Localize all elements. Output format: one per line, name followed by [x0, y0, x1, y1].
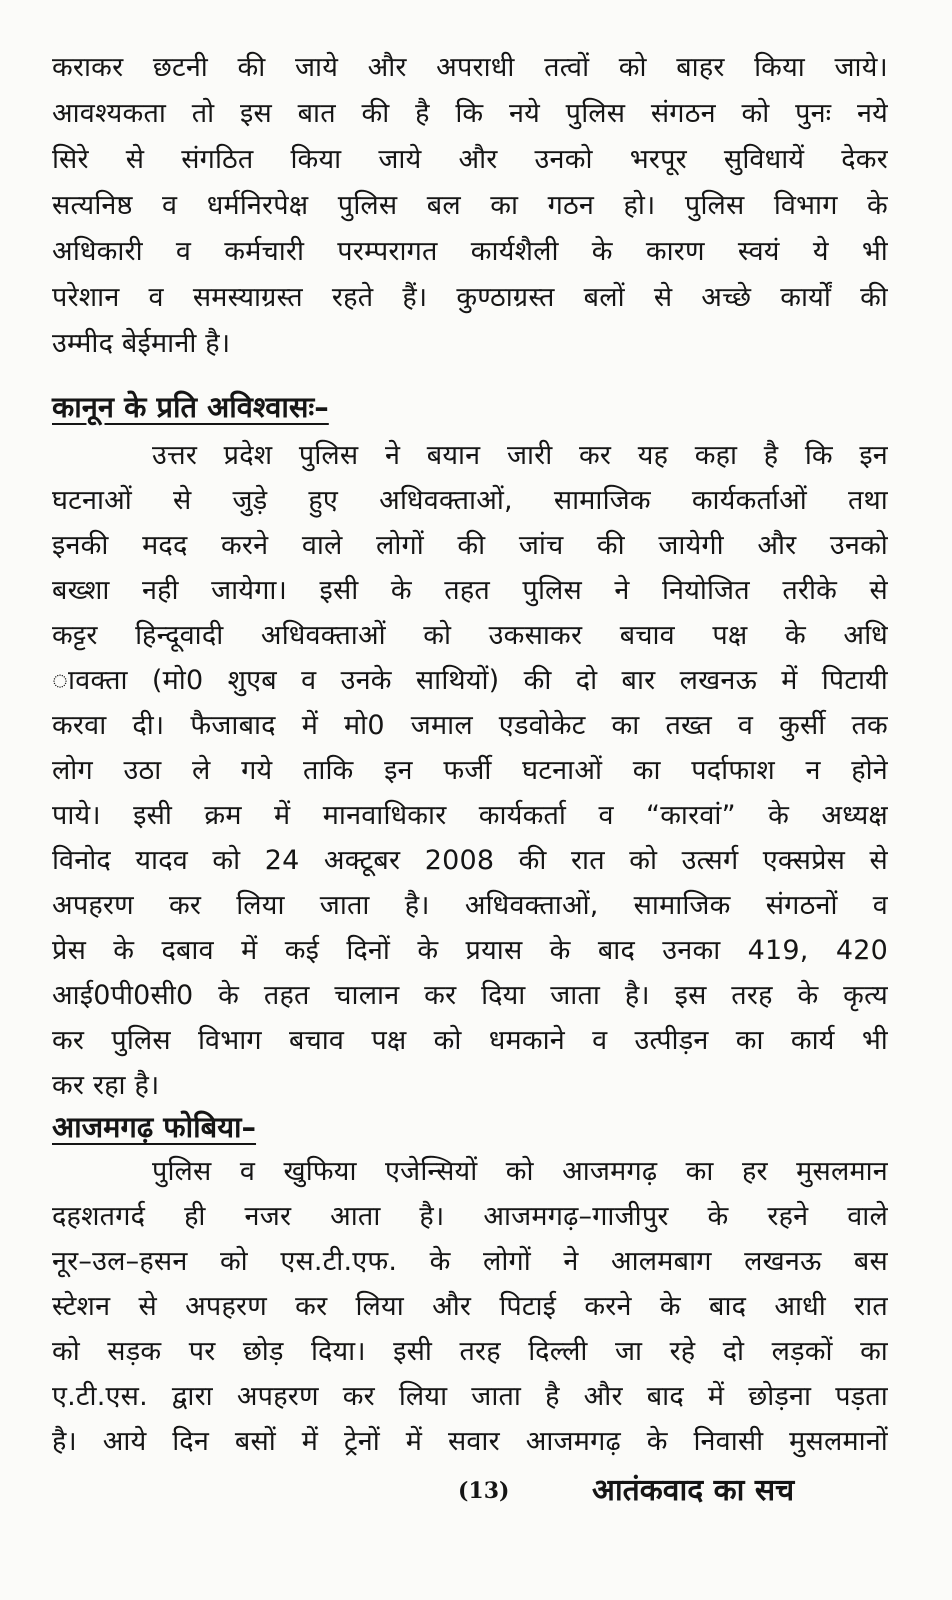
paragraph-line: स्टेशन से अपहरण कर लिया और पिटाई करने के बाद आधी रात: [52, 1291, 888, 1322]
paragraph-line: कर पुलिस विभाग बचाव पक्ष को धमकाने व उत्पीड़न का कार्य भी: [52, 1025, 888, 1056]
section-heading-text: कानून के प्रति अविश्वासः–: [52, 390, 329, 424]
paragraph-line: उत्तर प्रदेश पुलिस ने बयान जारी कर यह कहा है कि इन: [152, 440, 888, 471]
paragraph-line: आवश्यकता तो इस बात की है कि नये पुलिस संगठन को पुनः नये: [52, 98, 888, 129]
paragraph-line: उम्मीद बेईमानी है।: [52, 328, 231, 359]
paragraph-line: घटनाओं से जुड़े हुए अधिवक्ताओं, सामाजिक कार्यकर्ताओं तथा: [52, 485, 888, 516]
paragraph-line: है। आये दिन बसों में ट्रेनों में सवार आजमगढ़ के निवासी मुसलमानों: [52, 1426, 888, 1457]
paragraph-line: कर रहा है।: [52, 1070, 160, 1101]
paragraph-line: करवा दी। फैजाबाद में मो0 जमाल एडवोकेट का तख्त व कुर्सी तक: [52, 710, 888, 741]
paragraph-line: कट्टर हिन्दूवादी अधिवक्ताओं को उकसाकर बचाव पक्ष के अधि: [52, 620, 888, 651]
paragraph-line: ए.टी.एस. द्वारा अपहरण कर लिया जाता है और बाद में छोड़ना पड़ता: [52, 1381, 888, 1412]
paragraph-line: पुलिस व खुफिया एजेन्सियों को आजमगढ़ का हर मुसलमान: [152, 1156, 888, 1187]
page-number: (13): [458, 1478, 510, 1504]
paragraph-line: नूर–उल–हसन को एस.टी.एफ. के लोगों ने आलमबाग लखनऊ बस: [52, 1246, 888, 1277]
paragraph-line: बख्शा नही जायेगा। इसी के तहत पुलिस ने नियोजित तरीके से: [52, 575, 888, 606]
paragraph-line: प्रेस के दबाव में कई दिनों के प्रयास के बाद उनका 419, 420: [52, 935, 888, 966]
paragraph-line: विनोद यादव को 24 अक्टूबर 2008 की रात को उत्सर्ग एक्सप्रेस से: [52, 845, 888, 876]
paragraph-line: ावक्ता (मो0 शुएब व उनके साथियों) की दो बार लखनऊ में पिटायी: [52, 665, 888, 696]
running-title: आतंकवाद का सच: [592, 1473, 795, 1508]
section-heading-text: आजमगढ़ फोबिया–: [52, 1110, 257, 1144]
paragraph-line: सिरे से संगठित किया जाये और उनको भरपूर सुविधायें देकर: [52, 144, 888, 175]
paragraph-line: इनकी मदद करने वाले लोगों की जांच की जायेगी और उनको: [52, 530, 888, 561]
section-heading-law-distrust: [52, 386, 329, 428]
paragraph-line: को सड़क पर छोड़ दिया। इसी तरह दिल्ली जा रहे दो लड़कों का: [52, 1336, 888, 1367]
paragraph-line: लोग उठा ले गये ताकि इन फर्जी घटनाओं का पर्दाफाश न होने: [52, 755, 888, 786]
paragraph-line: परेशान व समस्याग्रस्त रहते हैं। कुण्ठाग्रस्त बलों से अच्छे कार्यों की: [52, 282, 888, 313]
paragraph-line: अधिकारी व कर्मचारी परम्परागत कार्यशैली के कारण स्वयं ये भी: [52, 236, 888, 267]
paragraph-line: पाये। इसी क्रम में मानवाधिकार कार्यकर्ता व “कारवां” के अध्यक्ष: [52, 800, 888, 831]
paragraph-line: कराकर छटनी की जाये और अपराधी तत्वों को बाहर किया जाये।: [52, 52, 888, 83]
paragraph-line: दहशतगर्द ही नजर आता है। आजमगढ़–गाजीपुर के रहने वाले: [52, 1201, 888, 1232]
paragraph-line: सत्यनिष्ठ व धर्मनिरपेक्ष पुलिस बल का गठन हो। पुलिस विभाग के: [52, 190, 888, 221]
section-heading-azamgarh-phobia: [52, 1106, 256, 1148]
paragraph-line: आई0पी0सी0 के तहत चालान कर दिया जाता है। इस तरह के कृत्य: [52, 980, 888, 1011]
paragraph-line: अपहरण कर लिया जाता है। अधिवक्ताओं, सामाजिक संगठनों व: [52, 890, 888, 921]
